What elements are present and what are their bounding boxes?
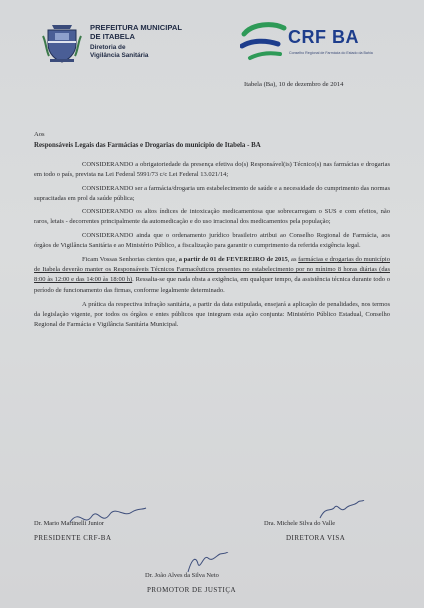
paragraph-5-intro: Ficam Vossas Senhorias cientes que, [82, 256, 179, 264]
municipal-coat-of-arms-icon [42, 22, 82, 64]
paragraph-2: CONSIDERANDO ser a farmácia/drogaria um estabelecimento de saúde e a necessidade do cumprimento das normas supracitadas em prol da saúde pública; [34, 184, 390, 202]
paragraph-6: A prática da respectiva infração sanitária, a partir da data estipulada, ensejará a aplicação de penalidades, nos termos da legislação vigente, por todos os órgãos e entes públicos que integram esta ação conjunta: Ministério Público Estadual, Conselho Regional de Farmácia e Vigilância Sanitária Municipal. [34, 300, 390, 328]
municipality-title [90, 24, 182, 41]
signature-name-left: Dr. Mario Martinelli Junior [34, 520, 104, 527]
signature-name-bottom: Dr. João Alves da Silva Neto [145, 572, 219, 579]
letter-body [34, 160, 390, 333]
department-line-2: Vigilância Sanitária [90, 51, 149, 59]
paragraph-3: CONSIDERANDO os altos índices de intoxicação medicamentosa que sobrecarregam o SUS e com efeitos, não raros, letais - decorrentes principalmente da automedicação e do uso irracional dos medicamentos pela população; [34, 208, 390, 226]
signature-mark-bottom [184, 552, 230, 574]
department-line-1: Diretoria de [90, 44, 126, 51]
crf-caption: Conselho Regional de Farmácia do Estado da Bahia [289, 51, 373, 55]
paragraph-5-rest: . Ressalta-se que nada obsta a exigência, em qualquer tempo, da assistência técnica durante todo o período de funcionamento das firmas, conforme legalmente determinado. [34, 276, 390, 294]
paragraph-5-requirement: farmácias e drogarias do município de Itabela deverão manter os Responsáveis Técnicos Farmacêuticos presentes no estabelecimento por no mínimo 8 horas diárias (das 8:00 às 12:00 e das 14:00 às 18:00 h) [34, 256, 390, 284]
signature-mark-right [318, 500, 366, 522]
municipality-title-line: PREFEITURA MUNICIPAL [90, 23, 182, 32]
crf-logo-text: CRF BA [288, 27, 359, 47]
municipality-city-line: DE ITABELA [90, 31, 135, 41]
signature-role-bottom: PROMOTOR DE JUSTIÇA [147, 586, 237, 594]
recipient-line: Responsáveis Legais das Farmácias e Drogarias do município de Itabela - BA [34, 142, 261, 149]
signature-role-left: PRESIDENTE CRF-BA [34, 534, 112, 542]
paragraph-1: CONSIDERANDO a obrigatoriedade da presença efetiva do(s) Responsável(is) Técnico(s) nas farmácias e drogarias em todo o país, prevista na Lei Federal 5991/73 c/c Lei Federal 13.021/14; [34, 161, 390, 179]
paragraph-5-deadline: a partir de 01 de FEVEREIRO de 2015 [178, 256, 288, 264]
salutation: Aos [34, 131, 45, 138]
department-name [90, 44, 149, 59]
paragraph-5-comma: , as [287, 256, 299, 264]
date-line: Itabela (Ba), 10 de dezembro de 2014 [244, 81, 344, 88]
signature-role-right: DIRETORA VISA [286, 534, 346, 542]
paragraph-5 [34, 255, 390, 295]
paragraph-4: CONSIDERANDO ainda que o ordenamento jurídico brasileiro atribui ao Conselho Regional de Farmácia, aos órgãos de Vigilância Sanitária e ao Ministério Público, a fiscalização para garantir o cumprimento da referida exigência legal. [34, 232, 390, 250]
signature-name-right: Dra. Michele Silva do Valle [264, 520, 336, 527]
